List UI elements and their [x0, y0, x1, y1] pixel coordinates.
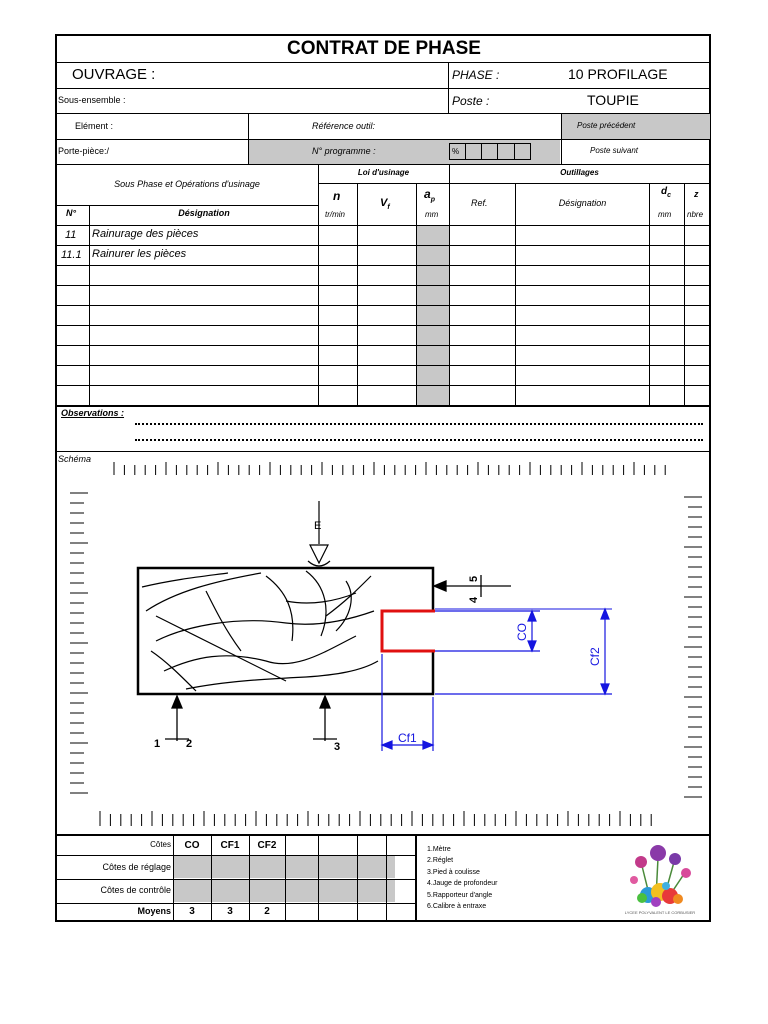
legend-item-3: 3.Pied à coulisse [427, 869, 480, 876]
schema-label: Schéma [58, 454, 92, 464]
cotes-controle-label: Côtes de contrôle [100, 885, 171, 895]
col-num-header: N° [66, 208, 77, 218]
support-label-5: 5 [468, 575, 480, 582]
legend-item-6: 6.Calibre à entraxe [427, 903, 487, 910]
legend-item-2: 2.Réglet [427, 857, 454, 864]
col-z-unit: nbre [687, 210, 704, 219]
col-n-header: n [333, 189, 341, 203]
ouvrage-label: OUVRAGE : [72, 66, 156, 83]
moyen-co: 3 [189, 906, 195, 917]
poste-precedent-label: Poste précédent [577, 121, 636, 130]
observations-label: Observations : [61, 408, 125, 418]
force-label: E [314, 520, 322, 532]
row-2-designation: Rainurer les pièces [92, 248, 187, 260]
programme-label: N° programme : [312, 146, 376, 156]
support-label-1: 1 [154, 738, 161, 750]
ruler-top [114, 462, 665, 475]
cote-column-cf2: CF2 [257, 840, 277, 851]
cote-column-cf1: CF1 [220, 840, 240, 851]
row-1-num: 11 [65, 229, 77, 241]
poste-label: Poste : [452, 94, 490, 108]
poste-suivant-label: Poste suivant [590, 146, 639, 155]
row-1-designation: Rainurage des pièces [92, 228, 199, 240]
loi-usinage-label: Loi d'usinage [357, 168, 410, 177]
observations-line-2[interactable] [135, 439, 703, 441]
percent-sign: % [452, 147, 460, 156]
dimension-cf1-label: Cf1 [398, 731, 417, 745]
observations-line-1[interactable] [135, 423, 703, 425]
schema-drawing [56, 451, 710, 834]
moyen-cf1: 3 [227, 906, 233, 917]
slot-notch [381, 611, 435, 651]
legend-item-5: 5.Rapporteur d'angle [427, 892, 493, 899]
ruler-right [684, 497, 702, 797]
col-n-unit: tr/min [325, 210, 345, 219]
col-designation-header: Désignation [178, 208, 230, 218]
porte-piece-label: Porte-pièce:/ [58, 146, 110, 156]
element-label: Elément : [75, 121, 114, 131]
ruler-bottom [100, 811, 651, 826]
operations-group-label: Sous Phase et Opérations d'usinage [114, 179, 260, 189]
col-z-header: z [694, 189, 699, 199]
force-symbol-e [308, 501, 330, 566]
col-ap-header: $a_p$ [424, 187, 435, 204]
col-dc-unit: mm [658, 210, 672, 219]
logo-text: LYCEE POLYVALENT LE CORBUSIER [624, 910, 696, 915]
cotes-label: Côtes [150, 840, 171, 849]
dimension-co-label: CO [515, 623, 529, 641]
col-ap-unit: mm [425, 210, 439, 219]
legend-item-4: 4.Jauge de profondeur [427, 880, 498, 887]
ruler-left [70, 493, 88, 793]
support-label-4: 4 [468, 596, 480, 603]
wood-grain [142, 571, 378, 691]
ap-column-shading [416, 225, 449, 405]
col-tool-designation-header: Désignation [558, 198, 607, 208]
phase-value: 10 PROFILAGE [568, 66, 668, 82]
support-label-3: 3 [334, 741, 341, 753]
col-ref-header: Ref. [471, 198, 488, 208]
sous-ensemble-label: Sous-ensemble : [58, 95, 126, 105]
moyens-label: Moyens [137, 906, 171, 916]
col-vf-header: $V_f$ [380, 197, 390, 212]
page-title: CONTRAT DE PHASE [287, 38, 481, 59]
school-logo [612, 840, 708, 918]
legend-item-1: 1.Mètre [427, 846, 451, 853]
phase-label: PHASE : [452, 68, 500, 82]
row-2-num: 11.1 [61, 249, 82, 261]
outillages-label: Outillages [560, 168, 599, 177]
programme-input-boxes[interactable] [449, 143, 531, 160]
moyen-cf2: 2 [264, 906, 270, 917]
support-label-2: 2 [186, 738, 193, 750]
support-3 [313, 696, 337, 741]
poste-value: TOUPIE [587, 92, 639, 108]
col-dc-header: $d_c$ [661, 186, 672, 199]
support-1-2 [165, 696, 189, 741]
reference-outil-label: Référence outil: [312, 121, 376, 131]
cote-column-co: CO [184, 840, 200, 851]
cotes-reglage-label: Côtes de réglage [102, 862, 171, 872]
dimension-cf2-label: Cf2 [588, 647, 602, 666]
